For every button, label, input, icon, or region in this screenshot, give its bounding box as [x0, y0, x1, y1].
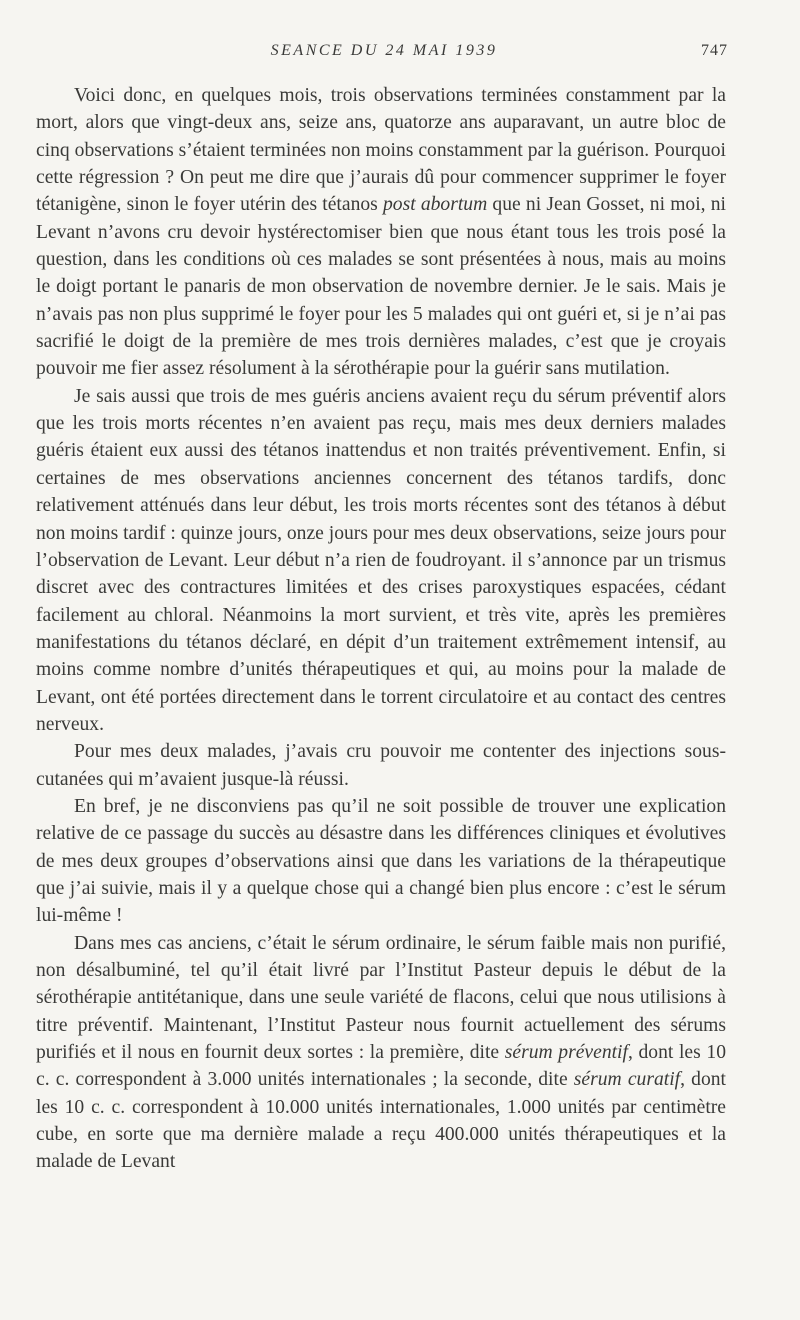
text-run: Pour mes deux malades, j’avais cru pouvoir me contenter des injections sous-cutanées qui m’avaient jusque-là réussi. — [36, 741, 726, 790]
body-text — [36, 82, 726, 1176]
text-run: , dont les 10 c. c. correspondent à 3.000 unités internationales ; la seconde, dite — [36, 1042, 726, 1091]
page-number: 747 — [701, 42, 728, 59]
running-title: SEANCE DU 24 MAI 1939 — [270, 42, 498, 59]
italic-term: sérum préventif — [504, 1042, 628, 1064]
text-run: Dans mes cas anciens, c’était le sérum ordinaire, le sérum faible mais non purifié, non désalbuminé, tel qu’il était livré par l’Institut Pasteur depuis le début de la sérothérapie antitétanique, dans une seule variété de flacons, celui que nous utilisions à titre préventif. Maintenant, l’Institut Pasteur nous fournit actuellement des sérums purifiés et il nous en fournit deux sortes : la première, dite — [36, 932, 726, 1064]
paragraph — [36, 383, 726, 738]
italic-term: post abortum — [382, 194, 488, 216]
paragraph — [36, 82, 726, 383]
text-run: , dont les 10 c. c. correspondent à 10.000 unités internationales, 1.000 unités par centimètre cube, en sorte que ma dernière malade a reçu 400.000 unités thérapeutiques et la malade de Levant — [36, 1069, 726, 1173]
italic-term: sérum curatif — [573, 1069, 681, 1091]
text-run: que ni Jean Gosset, ni moi, ni Levant n’avons cru devoir hystérectomiser bien que nous étant tous les trois posé la question, dans les conditions où ces malades se sont présentées à nous, mais au moins le doigt portant le panaris de mon observation de novembre dernier. Je le sais. Mais je n’avais pas non plus supprimé le foyer pour les 5 malades qui ont guéri et, si je n’ai pas sacrifié le doigt de la première de mes trois dernières malades, c’est que je croyais pouvoir me fier assez résolument à la sérothérapie pour la guérir sans mutilation. — [36, 194, 727, 380]
paragraph — [36, 793, 726, 930]
page-header — [40, 42, 728, 66]
text-run: Je sais aussi que trois de mes guéris anciens avaient reçu du sérum préventif alors que les trois morts récentes n’en avaient pas reçu, mais mes deux derniers malades guéris étaient eux aussi des tétanos inattendus et non traités préventivement. Enfin, si certaines de mes observations anciennes concernent des tétanos tardifs, donc relativement atténués dans leur début, les trois morts récentes sont des tétanos à début non moins tardif : quinze jours, onze jours pour mes deux observations, seize jours pour l’observation de Levant. Leur début n’a rien de foudroyant. il s’annonce par un trismus discret avec des contractures limitées et des crises paroxystiques espacées, cédant facilement au chloral. Néanmoins la mort survient, et très vite, après les premières manifestations du tétanos déclaré, en dépit d’un traitement extrêmement intensif, au moins comme nombre d’unités thérapeutiques et qui, au moins pour la malade de Levant, ont été portées directement dans le torrent circulatoire et au contact des centres nerveux. — [36, 385, 727, 735]
paragraph — [36, 930, 726, 1176]
paragraph — [36, 738, 726, 793]
text-run: En bref, je ne disconviens pas qu’il ne soit possible de trouver une explication relative de ce passage du succès au désastre dans les différences cliniques et évolutives de mes deux groupes d’observations ainsi que dans les variations de la thérapeutique que j’ai suivie, mais il y a quelque chose qui a changé bien plus encore : c’est le sérum lui-même ! — [36, 795, 726, 927]
text-run: Voici donc, en quelques mois, trois observations terminées constamment par la mort, alors que vingt-deux ans, seize ans, quatorze ans auparavant, un autre bloc de cinq observations s’étaient terminées non moins constamment par la guérison. Pourquoi cette régression ? On peut me dire que j’aurais dû pour commencer supprimer le foyer tétanigène, sinon le foyer utérin des tétanos — [36, 85, 726, 216]
